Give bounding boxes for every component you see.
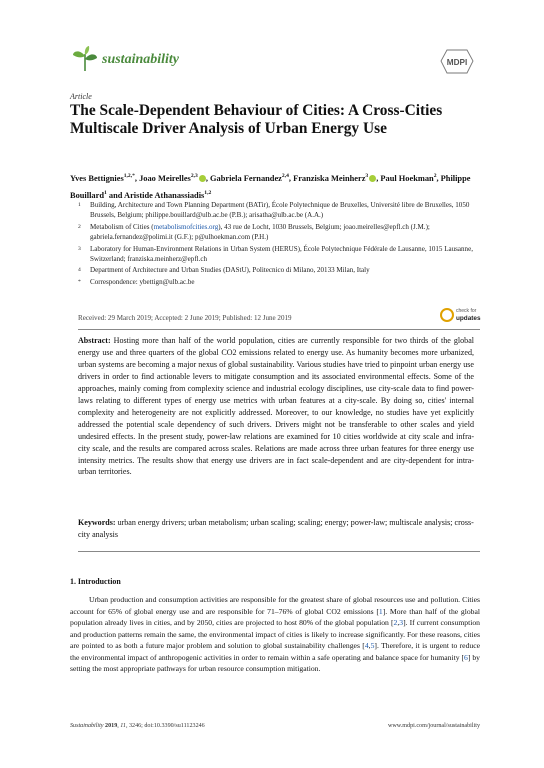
affiliation-list — [78, 200, 480, 288]
footer-volume: 11 — [120, 723, 126, 729]
affiliation-text: Correspondence: ybettign@ulb.ac.be — [90, 277, 195, 286]
affiliation-item — [78, 265, 480, 275]
introduction-paragraph — [70, 594, 480, 675]
intro-text: ]. If current consumption and production patterns remain the same, the environmental impact of cities is likely to increase significantly. For these reasons, cities are pointed to as both a future major problem and solution to global sustainability challenges [ — [70, 618, 480, 650]
leaf-logo-icon — [70, 44, 100, 74]
affiliation-text: Metabolism of Cities ( — [90, 222, 154, 231]
author-affiliation-marks: 1,2,* — [123, 173, 135, 179]
affiliation-link[interactable]: metabolismofcities.org — [153, 222, 219, 231]
publisher-logo-text: MDPI — [446, 58, 468, 67]
author-separator: , — [288, 173, 294, 183]
affiliation-number: 2 — [78, 223, 81, 230]
keywords-text: urban energy drivers; urban metabolism; urban scaling; scaling; energy; power-law; multiscale analysis; cross-city analysis — [78, 518, 474, 539]
divider — [78, 551, 480, 552]
author-affiliation-marks: 1,2 — [204, 189, 212, 196]
citation-link[interactable]: 2 — [393, 618, 398, 627]
check-updates-icon — [440, 308, 454, 322]
footer-url[interactable]: www.mdpi.com/journal/sustainability — [387, 723, 480, 729]
affiliation-number: 3 — [78, 245, 81, 252]
affiliation-number: 4 — [78, 267, 81, 274]
affiliation-number: 1 — [78, 202, 81, 208]
footer-doi: , 3246; doi:10.3390/su11123246 — [125, 723, 205, 729]
author-separator: , — [134, 173, 140, 183]
author-affiliation-marks: 2,3 — [190, 173, 198, 179]
intro-text: , — [368, 641, 371, 650]
affiliation-text: Laboratory for Human-Environment Relations in Urban System (HERUS), École Polytechnique Fédérale de Lausanne, 1015 Lausanne, Switzerland; franziska.meinherz@epfl.ch — [90, 244, 473, 264]
article-type: Article — [70, 92, 92, 101]
check-updates-line1: check for — [456, 308, 477, 314]
intro-text: ]. Therefore, it is urgent to reduce the environmental impact of anthropogenic activities in order to remain within a safe operating and balance space for humanity [ — [70, 641, 480, 662]
citation-link[interactable]: 5 — [370, 641, 375, 650]
affiliation-item — [78, 222, 480, 243]
author-name[interactable]: Franziska Meinherz — [293, 173, 366, 183]
footer-journal: Sustainability — [70, 723, 104, 729]
affiliation-text: ), 43 rue de Locht, 1030 Brussels, Belgium; joao.meirelles@epfl.ch (J.M.); gabriela.fernandez@polimi.it (G.F.); p@ulhoekman.com (P.H.) — [90, 222, 430, 242]
orcid-icon[interactable] — [199, 175, 206, 182]
affiliation-item — [78, 200, 480, 221]
intro-text: ]. More than half of the global population already lives in cities, and by 2050, cities are projected to host 80% of the global population [ — [70, 606, 480, 627]
author-separator: , — [376, 173, 381, 183]
keywords — [78, 517, 474, 541]
footer-year: 2019 — [105, 723, 118, 729]
keywords-label: Keywords: — [78, 518, 116, 527]
author-name[interactable]: Paul Hoekman — [380, 173, 434, 183]
affiliation-text: Department of Architecture and Urban Studies (DAStU), Politecnico di Milano, 20133 Milan, Italy — [90, 266, 370, 275]
affiliation-item — [78, 277, 480, 287]
paper-title: The Scale-Dependent Behaviour of Cities: A Cross-Cities Multiscale Driver Analysis of Urban Energy Use — [70, 102, 443, 137]
author-affiliation-marks: 3 — [365, 173, 369, 179]
intro-text: Urban production and consumption activities are responsible for the greatest share of global resources use and pollution. Cities account for 65% of global energy use and are responsible for 71–76% of global CO2 emissions [ — [70, 595, 480, 616]
abstract — [78, 335, 474, 478]
check-updates-line2: updates — [456, 315, 481, 322]
author-list — [70, 169, 480, 203]
citation-link[interactable]: 4 — [364, 641, 369, 650]
affiliation-item — [78, 244, 480, 265]
author-separator: and — [106, 190, 125, 200]
author-name[interactable]: Yves Bettignies — [70, 173, 124, 183]
citation-link[interactable]: 3 — [399, 618, 404, 627]
author-separator: , — [205, 173, 211, 183]
intro-text: ] by setting the most appropriate pathways for urban resource consumption mitigation. — [70, 652, 480, 673]
publication-dates: Received: 29 March 2019; Accepted: 2 June 2019; Published: 12 June 2019 — [78, 314, 292, 322]
journal-name[interactable]: sustainability — [102, 52, 180, 67]
affiliation-text: Building, Architecture and Town Planning Department (BATir), École Polytechnique de Bruxelles, Université libre de Bruxelles, 1050 Brussels, Belgium; philippe.bouillard@ulb.ac.be (P.B.); arisatha@ulb.ac.be (A.A.) — [90, 201, 470, 220]
page-footer — [70, 723, 480, 729]
author-name[interactable]: Philippe Bouillard — [70, 173, 471, 200]
author-separator: , — [436, 173, 441, 183]
abstract-label: Abstract: — [78, 336, 111, 345]
mdpi-logo-icon[interactable] — [440, 49, 474, 75]
author-affiliation-marks: 1 — [103, 189, 107, 196]
affiliation-number: * — [78, 278, 81, 285]
author-name[interactable]: Aristide Athanassiadis — [124, 190, 205, 200]
intro-text: , — [397, 618, 400, 627]
citation-link[interactable]: 6 — [464, 652, 468, 662]
divider — [78, 329, 480, 330]
journal-header — [70, 44, 474, 76]
author-affiliation-marks: 2 — [433, 173, 437, 179]
check-for-updates-badge[interactable] — [440, 306, 480, 326]
abstract-text: Hosting more than half of the world population, cities are currently responsible for two thirds of the global energy use and three quarters of the global CO2 emissions related to energy use. As humanity becomes more urbanized, urban systems are becoming a major nexus of global sustainability. Various studies have tried to pinpoint urban energy use drivers in order to find actionable levers to mitigate consumption and its associated environmental effects. Some of the approaches, mainly coming from complexity science and industrial ecology disciplines, use city-scale data to find power-laws relating to different types of energy use metrics with urban features at a city-scale. By doing so, cities' internal complexity and heterogeneity are not explicitly addressed. Moreover, to our knowledge, no studies have yet explicitly addressed the potential scale dependency of such drivers. Drivers might not be transferable to other scales and yield undesired effects. In the present study, power-law relations are examined for 10 cities worldwide at city scale and infra-city scale, and the results are compared across scales. Relations are made across three urban features for three energy use intensity metrics. The results show that energy use drivers are in fact scale-dependent and are city-dependent for intra-urban territories. — [78, 336, 475, 477]
author-affiliation-marks: 2,4 — [281, 173, 289, 179]
section-heading: 1. Introduction — [70, 577, 121, 586]
citation-link[interactable]: 1 — [378, 606, 383, 616]
footer-citation: Sustainability 2019, 11, 3246; doi:10.3390/su11123246 — [70, 723, 205, 729]
author-name[interactable]: Joao Meirelles — [139, 173, 191, 183]
author-name[interactable]: Gabriela Fernandez — [210, 173, 282, 183]
